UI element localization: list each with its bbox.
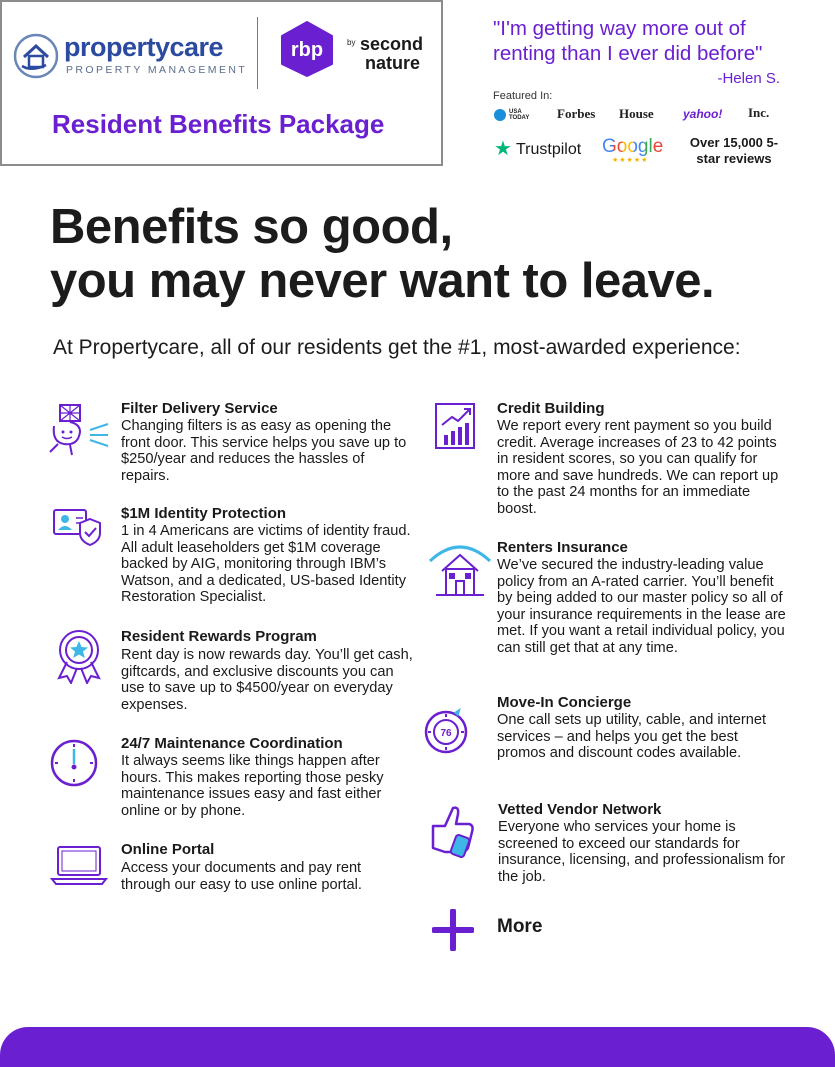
benefit-body-move-in-concierge: One call sets up utility, cable, and internet services – and helps you get the best promos and discount codes available.	[497, 712, 767, 761]
concierge-dial-numerals: 76	[440, 728, 452, 739]
award-ribbon-icon	[53, 628, 105, 684]
house-umbrella-icon	[428, 541, 492, 599]
benefit-body-filter-delivery: Changing filters is as easy as opening the front door. This service helps you save up to $250/year and reduces the hassles of repairs.	[121, 418, 407, 484]
package-title: Resident Benefits Package	[52, 109, 385, 139]
benefit-title-vetted-vendor: Vetted Vendor Network	[498, 801, 662, 818]
benefit-title-filter-delivery: Filter Delivery Service	[121, 400, 278, 417]
trustpilot-label: Trustpilot	[516, 141, 582, 158]
header-divider	[257, 17, 258, 89]
header-box	[0, 0, 443, 166]
benefit-body-identity-protection: 1 in 4 Americans are victims of identity fraud. All adult leaseholders get $1M coverage backed by AIG, monitoring through IBM’s Watson, and a dedicated, US-based Identity Restoration Specialist.	[121, 523, 411, 605]
thumbs-up-icon	[427, 802, 477, 858]
plus-icon[interactable]	[432, 909, 474, 951]
company-name: propertycare	[64, 32, 224, 62]
benefit-body-renters-insurance: We’ve secured the industry-leading value policy from an A-rated carrier. You’ll benefit by being added to our master policy so all of your insurance requirements in the lease are met. If you want a retail individual policy, you can still get that at any time.	[497, 557, 786, 656]
press-yahoo: yahoo!	[683, 107, 723, 121]
footer-bar	[0, 1027, 835, 1067]
clock-icon	[48, 737, 100, 789]
usa-today-logo-icon	[494, 109, 506, 121]
review-count: Over 15,000 5-star reviews	[689, 135, 779, 166]
company-subtitle: PROPERTY MANAGEMENT	[66, 64, 248, 76]
headline-line1: Benefits so good,	[50, 200, 453, 254]
press-inc: Inc.	[748, 105, 770, 120]
identity-shield-icon	[52, 505, 104, 547]
benefit-body-maintenance: It always seems like things happen after hours. This makes reporting those pesky maintenance issues easy and fast either online or by phone.	[121, 753, 384, 819]
more-label[interactable]: More	[497, 916, 543, 937]
benefit-body-credit-building: We report every rent payment so you build credit. Average increases of 23 to 42 points in resident scores, so you can qualify for more and save hundreds. We can report up to the past 24 months for an immediate boost.	[497, 418, 779, 517]
benefit-body-online-portal: Access your documents and pay rent through our easy to use online portal.	[121, 860, 362, 893]
testimonial-quote: "I'm getting way more out of renting than I ever did before"	[493, 17, 763, 65]
press-forbes: Forbes	[557, 106, 596, 121]
credit-chart-icon	[434, 401, 478, 451]
benefit-title-maintenance: 24/7 Maintenance Coordination	[121, 735, 343, 752]
benefit-body-resident-rewards: Rent day is now rewards day. You’ll get cash, giftcards, and exclusive discounts you can use to save up to $4500/year on everyday expenses.	[121, 647, 413, 713]
filter-delivery-icon	[46, 402, 112, 458]
benefit-title-credit-building: Credit Building	[497, 400, 605, 417]
testimonial-author: -Helen S.	[717, 70, 780, 87]
partner-name-line2: nature	[365, 53, 421, 73]
benefit-title-identity-protection: $1M Identity Protection	[121, 505, 287, 522]
google-text: Google	[602, 136, 664, 157]
benefit-body-vetted-vendor: Everyone who services your home is screened to exceed our standards for insurance, licensing, and professionalism for the job.	[498, 819, 786, 885]
rbp-logo-icon	[279, 20, 335, 78]
concierge-dial-icon	[424, 705, 472, 755]
benefit-title-online-portal: Online Portal	[121, 841, 215, 858]
benefit-title-move-in-concierge: Move-In Concierge	[497, 694, 632, 711]
headline	[50, 200, 714, 308]
press-house: House	[619, 106, 654, 121]
rbp-badge-text: rbp	[290, 39, 324, 61]
propertycare-logo-icon	[12, 32, 60, 80]
featured-label: Featured In:	[493, 90, 553, 102]
partner-by: by	[347, 38, 356, 47]
partner-name-line1: second	[360, 34, 424, 54]
benefit-title-renters-insurance: Renters Insurance	[497, 539, 628, 556]
benefit-title-resident-rewards: Resident Rewards Program	[121, 628, 317, 645]
subheadline: At Propertycare, all of our residents get the #1, most-awarded experience:	[53, 336, 741, 359]
headline-line2: you may never want to leave.	[50, 254, 715, 308]
press-usa-today: USA TODAY	[509, 109, 530, 121]
trustpilot-star-icon: ★	[494, 136, 512, 160]
google-stars-icon: ★★★★★	[612, 156, 649, 164]
google-label	[602, 136, 663, 158]
laptop-icon	[50, 845, 108, 887]
